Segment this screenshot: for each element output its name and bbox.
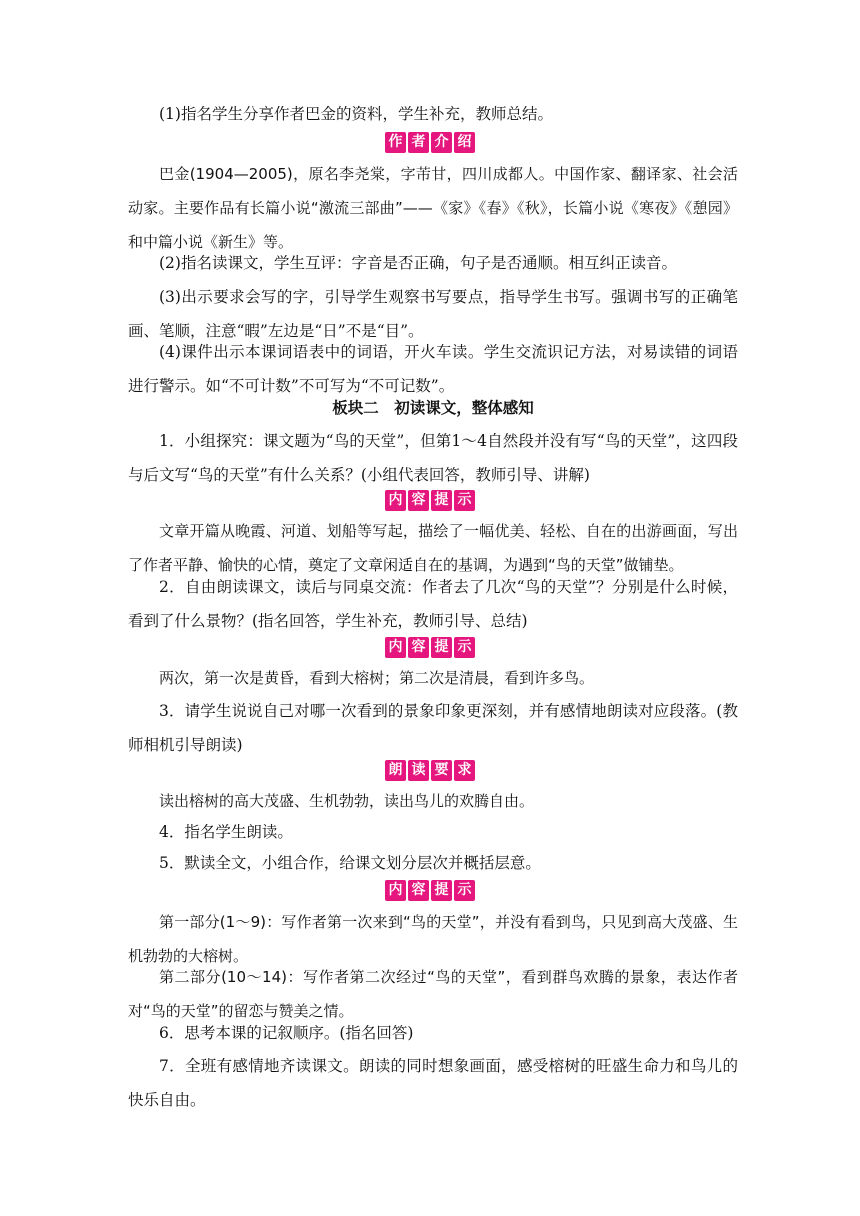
step-7: 7．全班有感情地齐读课文。朗读的同时想象画面，感受榕树的旺盛生命力和鸟儿的快乐自由。 <box>128 1057 738 1109</box>
section-heading: 板块二 初读课文，整体感知 <box>332 399 534 417</box>
tag-char: 容 <box>408 490 429 511</box>
tag-author-intro <box>0 132 860 153</box>
tag-char: 朗 <box>385 760 406 781</box>
tag-char: 示 <box>454 880 475 901</box>
tag-char: 容 <box>408 880 429 901</box>
tag-char: 提 <box>431 490 452 511</box>
tag-char: 要 <box>431 760 452 781</box>
paragraph-step-3: (3)出示要求会写的字，引导学生观察书写要点，指导学生书写。强调书写的正确笔画、笔顺，注意“暇”左边是“日”不是“目”。 <box>128 288 738 340</box>
tag-char: 绍 <box>454 132 475 153</box>
tag-char: 容 <box>408 637 429 658</box>
tag-char: 提 <box>431 880 452 901</box>
tag-char: 示 <box>454 490 475 511</box>
paragraph-step-4: (4)课件出示本课词语表中的词语，开火车读。学生交流识记方法，对易读错的词语进行警示。如“不可计数”不可写为“不可记数”。 <box>128 343 738 395</box>
tag-reading-requirement <box>0 760 860 781</box>
paragraph-step-1: (1)指名学生分享作者巴金的资料，学生补充，教师总结。 <box>159 105 553 123</box>
tag-char: 者 <box>408 132 429 153</box>
tag-char: 内 <box>385 490 406 511</box>
tag-char: 求 <box>454 760 475 781</box>
tag-content-hint-2 <box>0 637 860 658</box>
question-2: 2．自由朗读课文，读后与同桌交流：作者去了几次“鸟的天堂”？分别是什么时候，看到了什么景物？(指名回答，学生补充，教师引导、总结) <box>128 578 738 630</box>
tag-char: 内 <box>385 880 406 901</box>
paragraph-step-2: (2)指名读课文，学生互评：字音是否正确，句子是否通顺。相互纠正读音。 <box>159 254 677 272</box>
tag-char: 作 <box>385 132 406 153</box>
reading-requirement-text: 读出榕树的高大茂盛、生机勃勃，读出鸟儿的欢腾自由。 <box>159 792 535 810</box>
part-two-summary: 第二部分(10～14)：写作者第二次经过“鸟的天堂”，看到群鸟欢腾的景象，表达作者对“鸟的天堂”的留恋与赞美之情。 <box>128 968 738 1020</box>
hint-answer-2: 两次，第一次是黄昏，看到大榕树；第二次是清晨，看到许多鸟。 <box>159 669 595 687</box>
question-3: 3．请学生说说自己对哪一次看到的景象印象更深刻，并有感情地朗读对应段落。(教师相机引导朗读) <box>128 702 738 754</box>
step-6: 6．思考本课的记叙顺序。(指名回答) <box>159 1024 414 1042</box>
tag-char: 读 <box>408 760 429 781</box>
tag-content-hint-1 <box>0 490 860 511</box>
part-one-summary: 第一部分(1～9)：写作者第一次来到“鸟的天堂”，并没有看到鸟，只见到高大茂盛、生机勃勃的大榕树。 <box>128 913 738 965</box>
author-bio: 巴金(1904—2005)，原名李尧棠，字芾甘，四川成都人。中国作家、翻译家、社会活动家。主要作品有长篇小说“激流三部曲”——《家》《春》《秋》，长篇小说《寒夜》《憩园》和中篇小说《新生》等。 <box>128 165 738 251</box>
hint-answer-1: 文章开篇从晚霞、河道、划船等写起，描绘了一幅优美、轻松、自在的出游画面，写出了作者平静、愉快的心情，奠定了文章闲适自在的基调，为遇到“鸟的天堂”做铺垫。 <box>128 522 738 574</box>
step-5: 5．默读全文，小组合作，给课文划分层次并概括层意。 <box>159 854 541 872</box>
tag-char: 内 <box>385 637 406 658</box>
tag-char: 示 <box>454 637 475 658</box>
question-1: 1．小组探究：课文题为“鸟的天堂”，但第1～4自然段并没有写“鸟的天堂”，这四段与后文写“鸟的天堂”有什么关系？(小组代表回答，教师引导、讲解) <box>128 432 738 484</box>
step-4: 4．指名学生朗读。 <box>159 823 293 841</box>
tag-char: 提 <box>431 637 452 658</box>
tag-char: 介 <box>431 132 452 153</box>
tag-content-hint-3 <box>0 880 860 901</box>
